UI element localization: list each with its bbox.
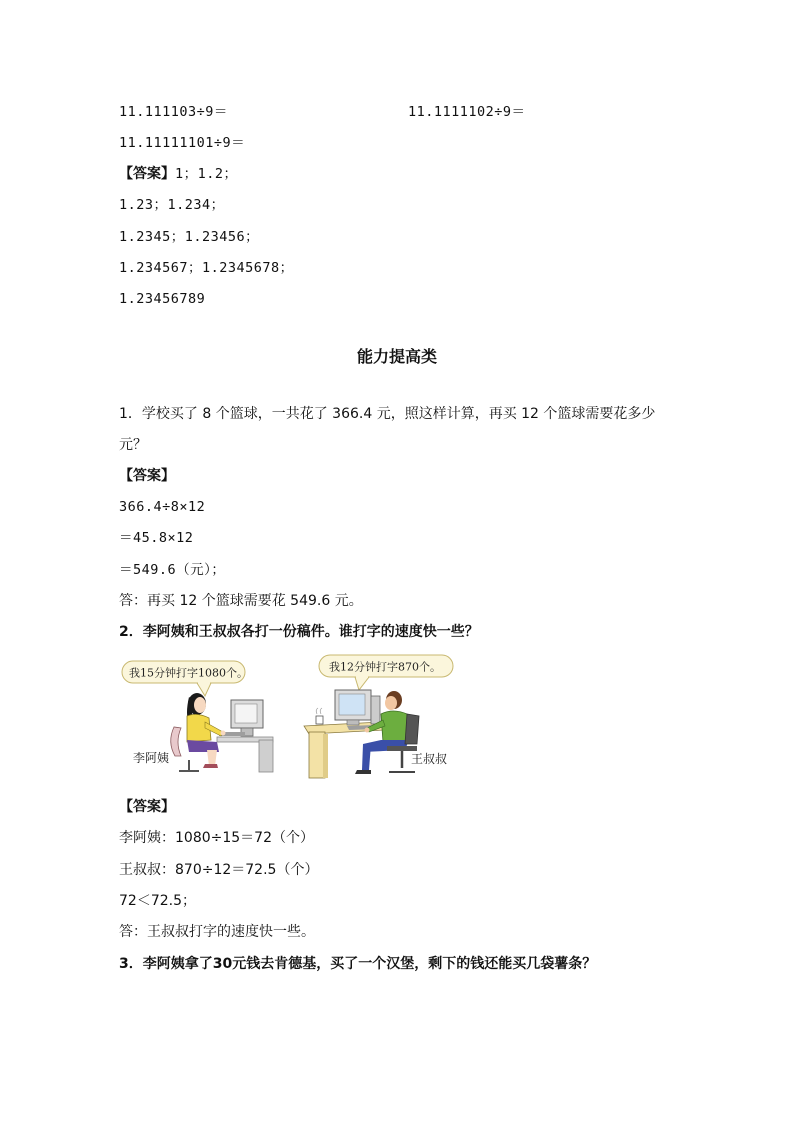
q2-step-1: 李阿姨：1080÷15＝72（个）	[119, 830, 314, 846]
q2-answer-label: 【答案】	[119, 799, 175, 815]
label-wang-shushu: 王叔叔	[411, 752, 448, 766]
q2-step-2: 王叔叔：870÷12＝72.5（个）	[119, 862, 319, 878]
typing-illustration	[119, 652, 464, 782]
wang-shushu-scene	[304, 655, 453, 778]
q1-step-1: 366.4÷8×12	[119, 499, 206, 515]
answer-line-1	[119, 164, 238, 184]
equation-b: 11.1111102÷9＝	[408, 104, 526, 120]
answer-label: 【答案】	[119, 166, 175, 182]
label-li-ayi: 李阿姨	[133, 751, 170, 765]
speech-text-right: 我12分钟打字870个。	[329, 660, 441, 674]
man-shirt	[381, 711, 409, 742]
question-1: 1．学校买了 8 个篮球，一共花了 366.4 元，照这样计算，再买 12 个篮球需要花多少元？	[119, 406, 656, 453]
desk-left	[259, 740, 273, 772]
equation-a: 11.111103÷9＝	[119, 104, 228, 120]
q1-step-2: ＝45.8×12	[119, 530, 194, 546]
li-ayi-scene	[119, 652, 275, 774]
question-3: 3．李阿姨拿了30元钱去肯德基，买了一个汉堡，剩下的钱还能买几袋薯条？	[119, 956, 597, 972]
answer-line-4: 1.234567；1.2345678；	[119, 260, 294, 276]
q2-conclusion: 答：王叔叔打字的速度快一些。	[119, 924, 315, 940]
q1-answer-label: 【答案】	[119, 468, 175, 484]
question-2: 2．李阿姨和王叔叔各打一份稿件。谁打字的速度快一些？	[119, 624, 479, 640]
q1-conclusion: 答：再买 12 个篮球需要花 549.6 元。	[119, 593, 363, 609]
answer-line-5: 1.23456789	[119, 291, 206, 307]
speech-text-left: 我15分钟打字1080个。	[129, 666, 248, 680]
answer-line-3: 1.2345；1.23456；	[119, 229, 260, 245]
answer-line-2: 1.23；1.234；	[119, 197, 225, 213]
section-title: 能力提高类	[356, 347, 437, 366]
equation-c: 11.11111101÷9＝	[119, 135, 246, 151]
q2-step-3: 72＜72.5；	[119, 893, 196, 909]
answer-value: 1；1.2；	[175, 166, 238, 182]
q1-step-3: ＝549.6（元）；	[119, 562, 226, 578]
